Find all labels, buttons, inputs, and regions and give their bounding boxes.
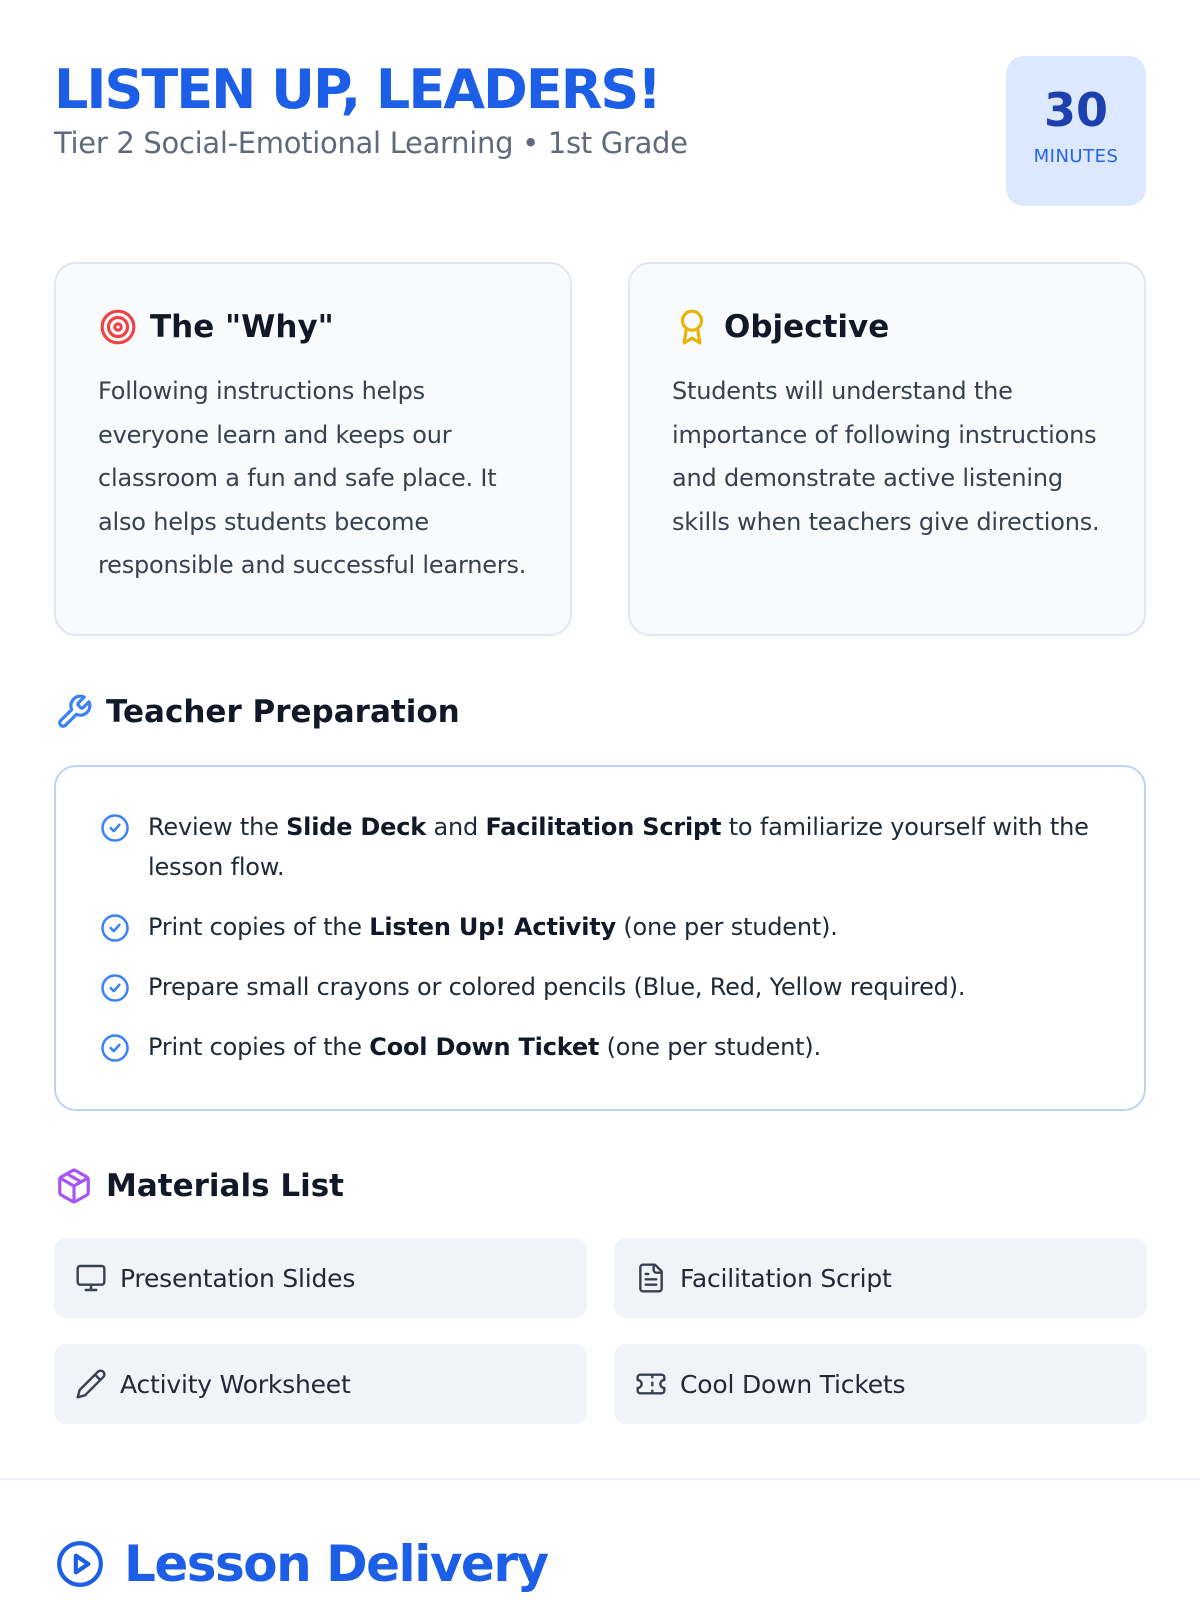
material-item-presentation-slides	[54, 1238, 587, 1318]
list-item	[98, 907, 1104, 947]
material-item-activity-worksheet	[54, 1344, 587, 1424]
lesson-subtitle: Tier 2 Social-Emotional Learning • 1st Grade	[54, 126, 688, 160]
objective-card	[628, 262, 1146, 636]
material-item-cool-down-tickets	[614, 1344, 1147, 1424]
list-item	[98, 1027, 1104, 1067]
material-label: Cool Down Tickets	[680, 1369, 906, 1399]
why-body: Following instructions helps everyone learn and keeps our classroom a fun and safe place. It also helps students become responsible and successful learners.	[98, 377, 527, 579]
prep-item-text: Review the Slide Deck and Facilitation Script to familiarize yourself with the lesson flow.	[148, 813, 1089, 881]
duration-unit: MINUTES	[1033, 146, 1119, 167]
facilitation-script-emphasis: Facilitation Script	[485, 813, 722, 841]
objective-body: Students will understand the importance of following instructions and demonstrate active listening skills when teachers give directions.	[672, 377, 1100, 536]
list-item	[98, 807, 1104, 887]
material-item-facilitation-script	[614, 1238, 1147, 1318]
lesson-header	[54, 56, 1146, 208]
activity-emphasis: Listen Up! Activity	[369, 913, 616, 941]
prep-item-text: Print copies of the Cool Down Ticket (one per student).	[148, 1033, 821, 1061]
check-circle-icon	[98, 811, 132, 845]
objective-title: Objective	[724, 309, 890, 345]
cool-down-ticket-emphasis: Cool Down Ticket	[369, 1033, 600, 1061]
material-label: Facilitation Script	[680, 1263, 892, 1293]
duration-value: 30	[1043, 83, 1108, 137]
monitor-icon	[74, 1261, 108, 1295]
lesson-title: LISTEN UP, LEADERS!	[54, 58, 660, 121]
document-icon	[634, 1261, 668, 1295]
section-divider	[0, 1478, 1200, 1480]
prep-item-text: Prepare small crayons or colored pencils (Blue, Red, Yellow required).	[148, 973, 966, 1001]
why-title: The "Why"	[150, 309, 334, 345]
slide-deck-emphasis: Slide Deck	[286, 813, 427, 841]
check-circle-icon	[98, 911, 132, 945]
delivery-title: Lesson Delivery	[124, 1535, 548, 1593]
target-icon	[98, 307, 138, 347]
ticket-icon	[634, 1367, 668, 1401]
wrench-icon	[54, 692, 94, 732]
check-circle-icon	[98, 971, 132, 1005]
preparation-heading	[54, 692, 460, 732]
why-card	[54, 262, 572, 636]
delivery-heading	[54, 1534, 548, 1594]
preparation-list	[54, 765, 1146, 1111]
material-label: Activity Worksheet	[120, 1369, 351, 1399]
preparation-title: Teacher Preparation	[106, 694, 460, 730]
prep-item-text: Print copies of the Listen Up! Activity (one per student).	[148, 913, 838, 941]
duration-badge	[1006, 56, 1146, 206]
check-circle-icon	[98, 1031, 132, 1065]
material-label: Presentation Slides	[120, 1263, 356, 1293]
materials-heading	[54, 1166, 344, 1206]
package-icon	[54, 1166, 94, 1206]
materials-title: Materials List	[106, 1168, 344, 1204]
play-circle-icon	[54, 1538, 106, 1590]
list-item	[98, 967, 1104, 1007]
award-icon	[672, 307, 712, 347]
pencil-icon	[74, 1367, 108, 1401]
